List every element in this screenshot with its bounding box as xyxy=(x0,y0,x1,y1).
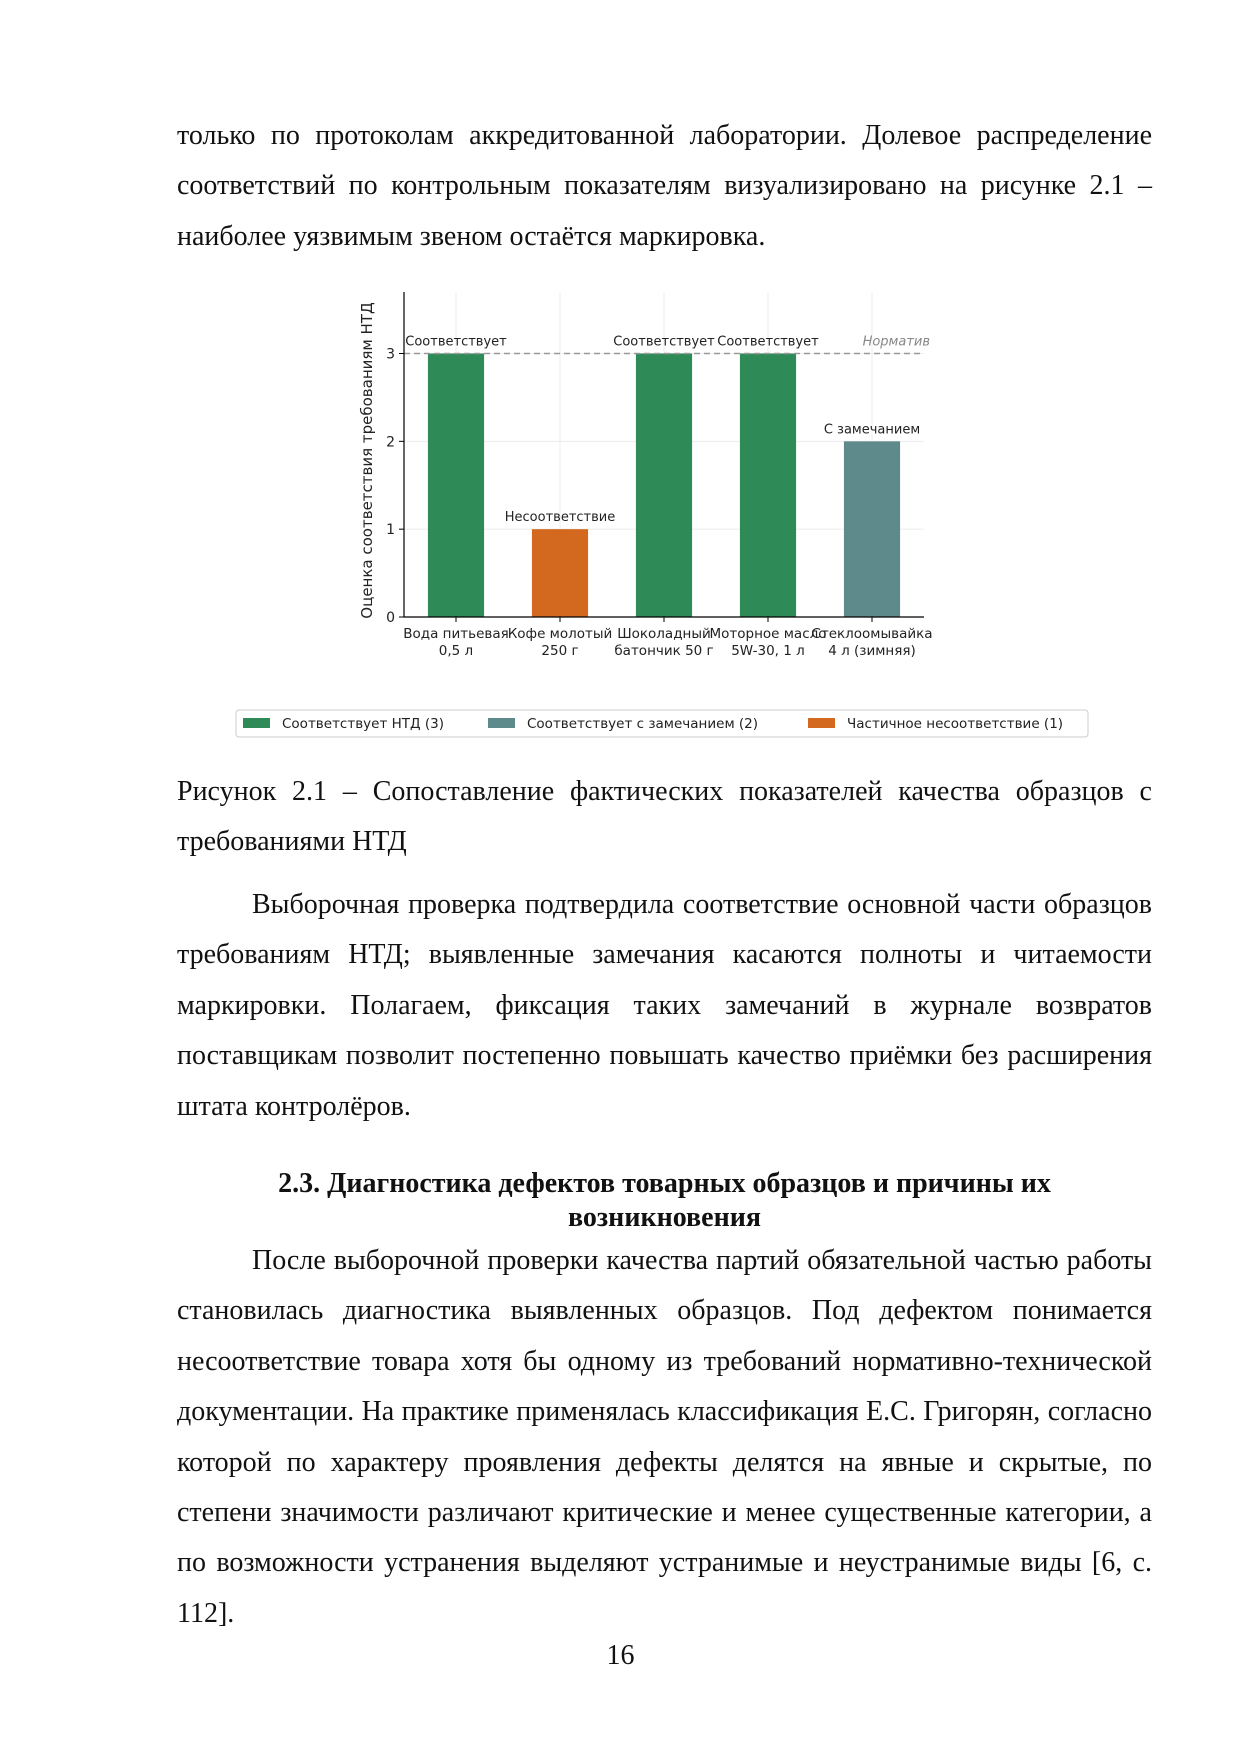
diagnostics-paragraph: После выборочной проверки качества партий обязательной частью работы становилась диагностика выявленных образцов. Под дефектом понимается несоответствие товара хотя бы одному из требований нормативно-технической документации. На практике применялась классификация Е.С. Григорян, согласно которой по характеру проявления дефекты делятся на явные и скрытые, по степени значимости различают критические и менее существенные категории, а по возможности устранения выделяют устранимые и неустранимые виды [6, с. 112]. xyxy=(177,1245,1152,1629)
intro-paragraph: только по протоколам аккредитованной лаборатории. Долевое распределение соответствий по контрольным показателям визуализировано на рисунке 2.1 – наиболее уязвимым звеном остаётся маркировка. xyxy=(177,120,1152,252)
legend-swatch-1 xyxy=(488,718,515,728)
x-tick-label-3-1: 5W-30, 1 л xyxy=(731,643,805,659)
bar-label-1: Несоответствие xyxy=(504,510,616,526)
bar-3 xyxy=(740,353,796,617)
legend-swatch-0 xyxy=(243,718,270,728)
reference-line-label: Норматив xyxy=(862,334,930,350)
bar-chart xyxy=(0,0,1241,780)
x-tick-label-2-1: батончик 50 г xyxy=(614,643,714,659)
y-tick-label-3: 3 xyxy=(386,346,395,363)
legend-swatch-2 xyxy=(808,718,835,728)
x-tick-label-0-0: Вода питьевая xyxy=(403,626,509,642)
y-tick-label-2: 2 xyxy=(386,434,395,451)
legend-label-0: Соответствует НТД (3) xyxy=(282,716,444,732)
legend-label-2: Частичное несоответствие (1) xyxy=(847,716,1064,732)
bar-2 xyxy=(636,353,692,617)
x-tick-label-4-0: Стеклоомывайка xyxy=(811,626,933,642)
bar-label-2: Соответствует xyxy=(613,334,715,350)
bar-label-3: Соответствует xyxy=(717,334,819,350)
bar-1 xyxy=(532,529,588,617)
x-tick-label-1-0: Кофе молотый xyxy=(507,626,613,642)
figure-caption: Рисунок 2.1 – Сопоставление фактических показателей качества образцов с требованиями НТД xyxy=(177,776,1152,858)
section-heading xyxy=(177,1167,1152,1235)
y-tick-label-0: 0 xyxy=(386,610,395,626)
page-number: 16 xyxy=(606,1640,635,1671)
bar-0 xyxy=(428,353,484,617)
bar-label-0: Соответствует xyxy=(405,334,507,350)
x-tick-label-1-1: 250 г xyxy=(541,643,579,659)
y-axis-label: Оценка соответствия требованиям НТД xyxy=(358,302,376,619)
x-tick-label-3-0: Моторное масло xyxy=(709,626,827,642)
legend-label-1: Соответствует с замечанием (2) xyxy=(527,716,759,732)
y-tick-label-1: 1 xyxy=(386,522,395,539)
check-paragraph: Выборочная проверка подтвердила соответствие основной части образцов требованиям НТД; выявленные замечания касаются полноты и читаемости маркировки. Полагаем, фиксация таких замечаний в журнале возвратов поставщикам позволит постепенно повышать качество приёмки без расширения штата контролёров. xyxy=(177,889,1152,1122)
x-tick-label-2-0: Шоколадный xyxy=(617,626,711,642)
x-tick-label-0-1: 0,5 л xyxy=(438,643,474,659)
section-heading-line2: возникновения xyxy=(568,1202,761,1233)
section-heading-line1: 2.3. Диагностика дефектов товарных образцов и причины их xyxy=(278,1168,1051,1199)
bar-4 xyxy=(844,441,900,617)
x-tick-label-4-1: 4 л (зимняя) xyxy=(828,643,916,659)
bar-label-4: С замечанием xyxy=(823,422,921,438)
